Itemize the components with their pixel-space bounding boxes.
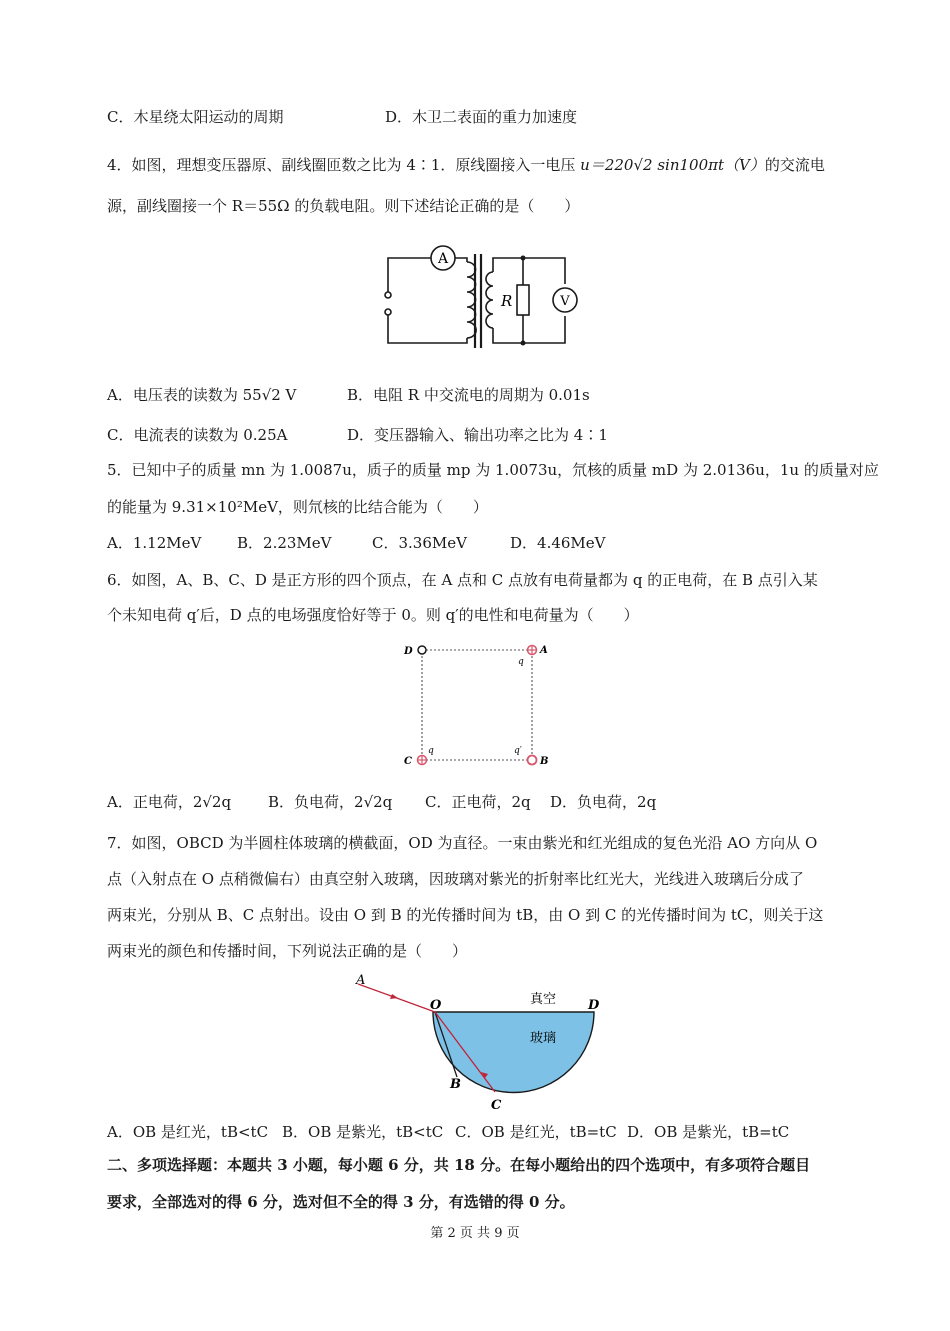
label-b: B xyxy=(540,756,549,767)
q6-option-b: B．负电荷，2√2q xyxy=(268,793,393,811)
section2-heading-line1: 二、多项选择题：本题共 3 小题，每小题 6 分，共 18 分。在每小题给出的四个选项中，有多项符合题目 xyxy=(107,1156,811,1174)
label-d: D xyxy=(404,646,413,657)
q6-option-d: D．负电荷，2q xyxy=(550,793,657,811)
resistor-icon xyxy=(517,285,529,315)
q6-option-a: A．正电荷，2√2q xyxy=(107,793,232,811)
q5-option-b: B．2.23MeV xyxy=(237,534,332,552)
q7-option-a: A．OB 是红光，tB<tC xyxy=(107,1123,269,1141)
point-d-icon xyxy=(418,646,426,654)
section2-heading-line2: 要求，全部选对的得 6 分，选对但不全的得 3 分，有选错的得 0 分。 xyxy=(107,1193,575,1211)
q3-option-c: C．木星绕太阳运动的周期 xyxy=(107,108,284,126)
q7-option-b: B．OB 是紫光，tB<tC xyxy=(282,1123,444,1141)
q4-stem-line2: 源，副线圈接一个 R＝55Ω 的负载电阻。则下述结论正确的是（ ） xyxy=(107,197,580,215)
q7-option-d: D．OB 是紫光，tB=tC xyxy=(627,1123,790,1141)
q5-stem-line2: 的能量为 9.31×10²MeV，则氘核的比结合能为（ ） xyxy=(107,498,488,516)
label-o: O xyxy=(430,998,442,1013)
q5-option-c: C．3.36MeV xyxy=(372,534,467,552)
transformer-diagram xyxy=(375,240,585,355)
q6-stem-line1: 6．如图，A、B、C、D 是正方形的四个顶点，在 A 点和 C 点放有电荷量都为 q 的正电荷，在 B 点引入某 xyxy=(107,571,818,589)
label-d: D xyxy=(588,998,600,1013)
q4-option-b: B．电阻 R 中交流电的周期为 0.01s xyxy=(347,386,590,404)
q4-stem-line1 xyxy=(107,155,825,175)
charge-a-label: q xyxy=(518,657,524,667)
terminal-icon xyxy=(385,292,391,298)
q6-option-c: C．正电荷，2q xyxy=(425,793,531,811)
label-c: C xyxy=(491,1098,502,1113)
q7-stem-line2: 点（入射点在 O 点稍微偏右）由真空射入玻璃，因玻璃对紫光的折射率比红光大，光线进入玻璃后分成了 xyxy=(107,870,804,888)
resistor-label: R xyxy=(501,292,513,310)
q4-stem-pre: 4．如图，理想变压器原、副线圈匝数之比为 4∶1．原线圈接入一电压 xyxy=(107,156,581,174)
semicircle-glass-diagram xyxy=(350,972,610,1114)
square-charge-diagram xyxy=(398,638,558,773)
vacuum-label: 真空 xyxy=(530,992,557,1007)
label-b: B xyxy=(450,1077,461,1092)
q7-stem-line3: 两束光，分别从 B、C 点射出。设由 O 到 B 的光传播时间为 tB，由 O 到 C 的光传播时间为 tC，则关于这 xyxy=(107,906,824,924)
glass-label: 玻璃 xyxy=(530,1031,557,1046)
q7-stem-line1: 7．如图，OBCD 为半圆柱体玻璃的横截面，OD 为直径。一束由紫光和红光组成的复色光沿 AO 方向从 O xyxy=(107,834,818,852)
label-a: A xyxy=(356,973,366,988)
q4-stem-post: 的交流电 xyxy=(764,156,825,174)
q7-option-c: C．OB 是红光，tB=tC xyxy=(455,1123,617,1141)
q6-stem-line2: 个未知电荷 q′后，D 点的电场强度恰好等于 0。则 q′的电性和电荷量为（ ） xyxy=(107,606,639,624)
ammeter-label: A xyxy=(437,251,449,267)
page-footer: 第 2 页 共 9 页 xyxy=(430,1226,520,1241)
q5-option-a: A．1.12MeV xyxy=(107,534,202,552)
q7-stem-line4: 两束光的颜色和传播时间，下列说法正确的是（ ） xyxy=(107,942,468,960)
q4-formula: u＝220√2 sin100πt（V） xyxy=(580,156,765,174)
q5-stem-line1: 5．已知中子的质量 mn 为 1.0087u，质子的质量 mp 为 1.0073u，氘核的质量 mD 为 2.0136u，1u 的质量对应 xyxy=(107,461,879,479)
label-a: A xyxy=(540,645,548,656)
q3-option-d: D．木卫二表面的重力加速度 xyxy=(385,108,578,126)
q4-option-d: D．变压器输入、输出功率之比为 4∶1 xyxy=(347,426,608,444)
q5-option-d: D．4.46MeV xyxy=(510,534,606,552)
terminal-icon xyxy=(385,309,391,315)
charge-c-label: q xyxy=(428,746,434,756)
unknown-charge-icon xyxy=(528,756,537,765)
secondary-coil-icon xyxy=(486,272,493,328)
voltmeter-label: V xyxy=(560,294,570,309)
label-c: C xyxy=(404,756,412,767)
q4-option-a: A．电压表的读数为 55√2 V xyxy=(107,386,297,404)
q4-option-c: C．电流表的读数为 0.25A xyxy=(107,426,288,444)
charge-b-label: q′ xyxy=(514,746,522,756)
